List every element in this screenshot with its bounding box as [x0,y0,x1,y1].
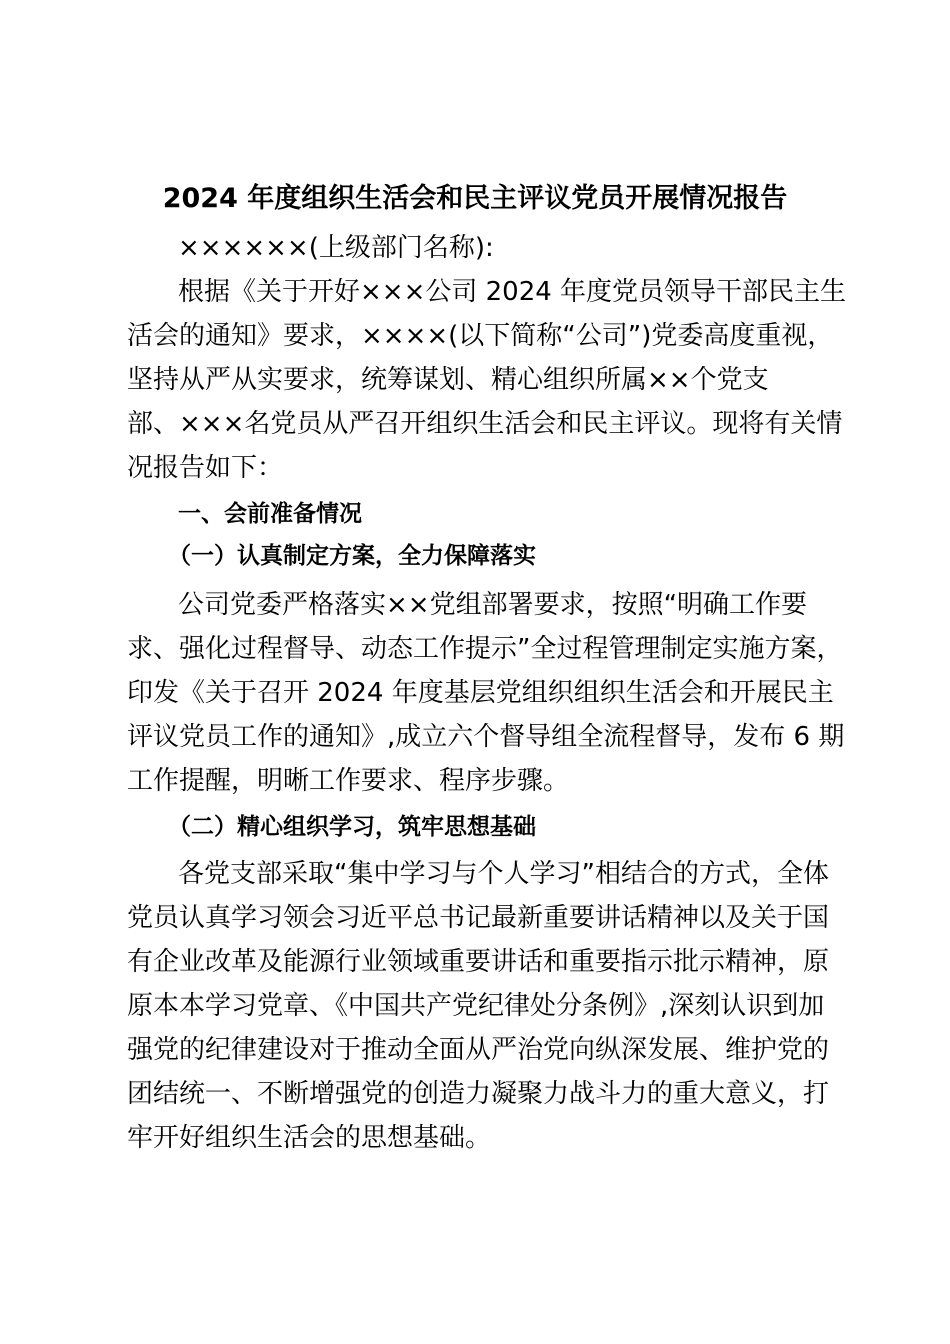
paragraph-line: 部、×××名党员从严召开组织生活会和民主评议。现将有关情 [127,409,843,439]
subsection-heading: （二）精心组织学习，筑牢思想基础 [168,814,536,840]
paragraph-line: 有企业改革及能源行业领域重要讲话和重要指示批示精神，原 [127,947,830,977]
paragraph-line: 牢开好组织生活会的思想基础。 [127,1123,492,1153]
paragraph-line: 强党的纪律建设对于推动全面从严治党向纵深发展、维护党的 [127,1035,830,1065]
paragraph-line: 党员认真学习领会习近平总书记最新重要讲话精神以及关于国 [127,903,830,933]
subsection-heading: （一）认真制定方案，全力保障落实 [168,543,536,569]
paragraph-line: 公司党委严格落实××党组部署要求，按照“明确工作要 [178,590,808,620]
paragraph-line: 评议党员工作的通知》,成立六个督导组全流程督导，发布 6 期 [127,722,845,752]
paragraph-line: 根据《关于开好×××公司 2024 年度党员领导干部民主生 [178,277,847,307]
paragraph-line: 况报告如下： [127,453,284,483]
section-heading: 一、会前准备情况 [178,501,362,527]
paragraph-line: 原本本学习党章、《中国共产党纪律处分条例》,深刻认识到加 [127,991,825,1021]
paragraph-line: 印发《关于召开 2024 年度基层党组织组织生活会和开展民主 [127,678,834,708]
document-title: 2024 年度组织生活会和民主评议党员开展情况报告 [162,183,788,214]
paragraph-line: 团结统一、不断增强党的创造力凝聚力战斗力的重大意义，打 [127,1079,830,1109]
salutation: ××××××(上级部门名称): [178,233,494,263]
paragraph-line: 活会的通知》要求，××××(以下简称“公司”)党委高度重视， [127,321,834,351]
paragraph-line: 各党支部采取“集中学习与个人学习”相结合的方式，全体 [178,859,829,889]
paragraph-line: 求、强化过程督导、动态工作提示”全过程管理制定实施方案， [127,634,843,664]
paragraph-line: 工作提醒，明晰工作要求、程序步骤。 [127,766,570,796]
paragraph-line: 坚持从严从实要求，统筹谋划、精心组织所属××个党支 [127,365,769,395]
